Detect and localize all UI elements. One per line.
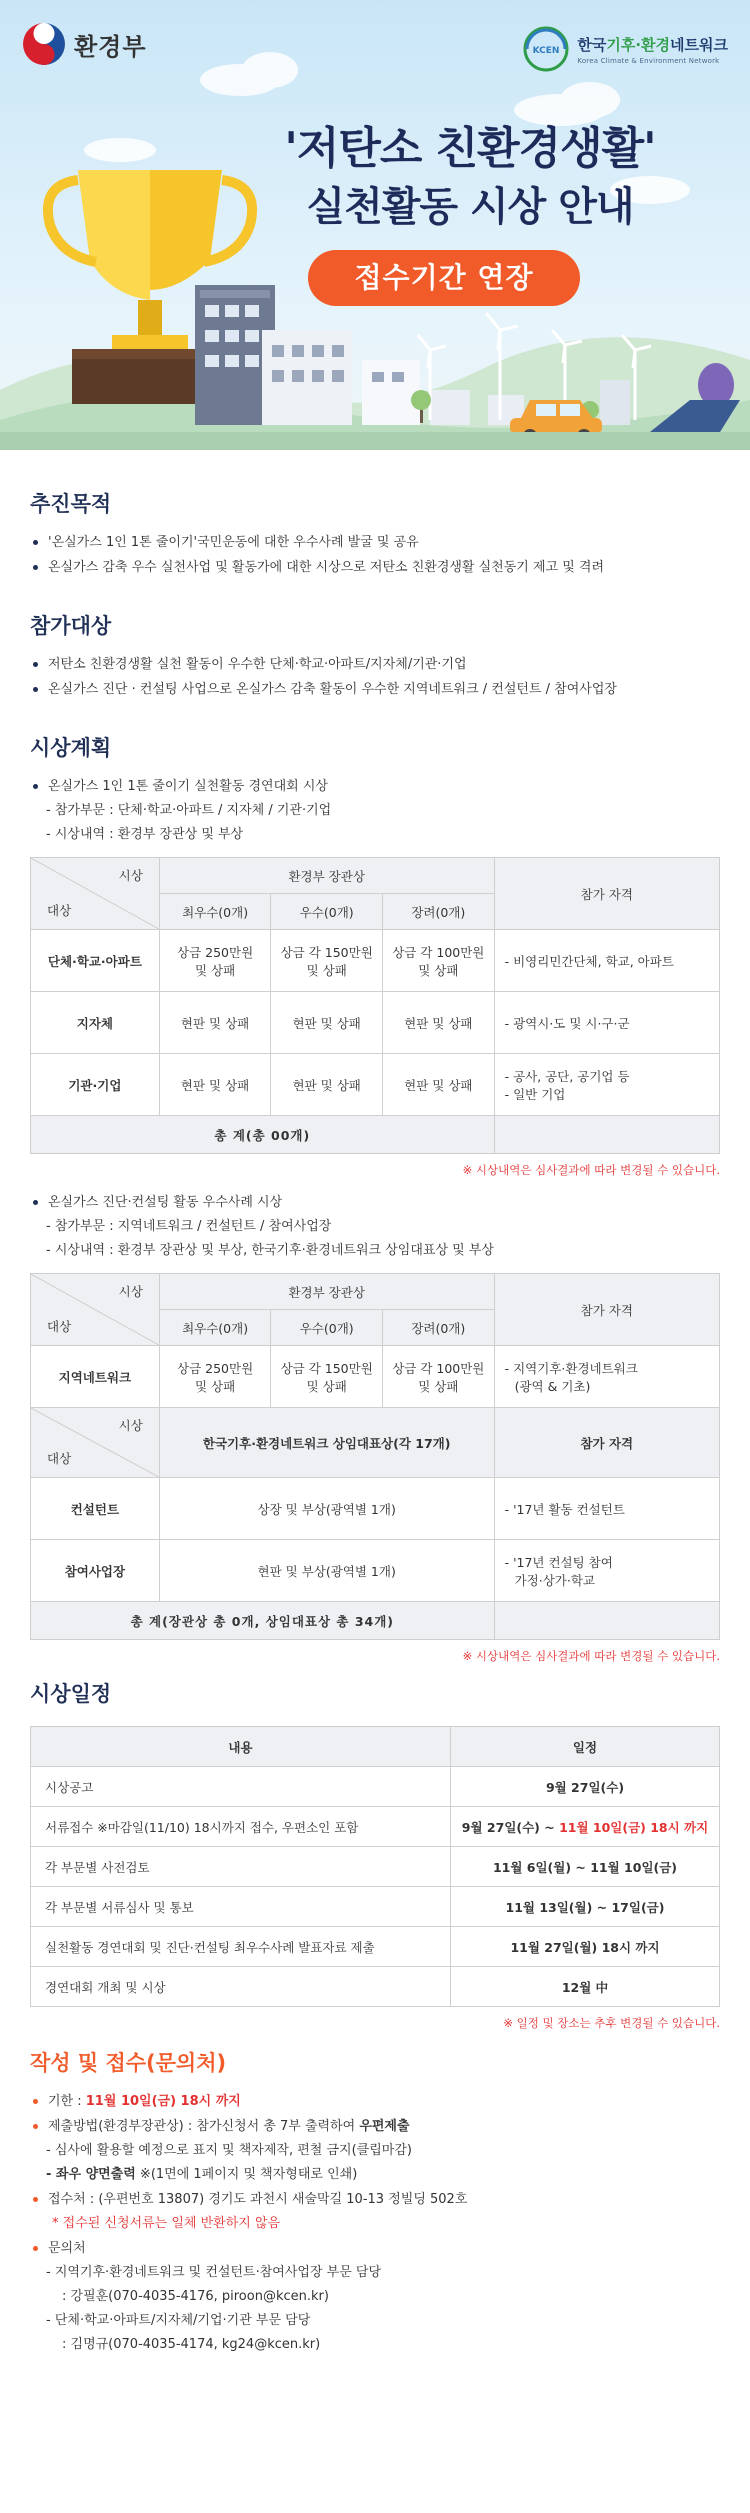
- submission-method-note1: - 심사에 활용할 예정으로 표지 및 책자제작, 편철 금지(클립마감): [46, 2143, 412, 2158]
- hero-banner: [0, 0, 750, 450]
- network-name-english: Korea Climate & Environment Network: [577, 56, 720, 65]
- header-qualification: 참가 자격: [494, 1274, 719, 1346]
- award-table-1: [30, 857, 720, 1154]
- header-qualification: 참가 자격: [494, 858, 719, 930]
- hero-title-line1: '저탄소 친환경생활': [284, 123, 656, 174]
- table-row: 경연대회 개최 및 시상 12월 中: [31, 1967, 720, 2007]
- table-corner-cell: 시상 대상: [31, 858, 160, 930]
- network-name: 한국기후·환경네트워크: [577, 35, 728, 54]
- contact-1: - 지역기후·환경네트워크 및 컨설턴트·참여사업장 부문 담당: [46, 2265, 382, 2280]
- schedule-table: [30, 1726, 720, 2007]
- table-row: 단체·학교·아파트 상금 250만원 및 상패 상금 각 150만원 및 상패 상금 각 100만원 및 상패 - 비영리민간단체, 학교, 아파트: [31, 930, 720, 992]
- header-date: 일정: [451, 1727, 720, 1767]
- table-row: 각 부문별 서류심사 및 통보 11월 13일(월) ~ 17일(금): [31, 1887, 720, 1927]
- contact-title: 문의처: [30, 2236, 720, 2261]
- header-content: 내용: [31, 1727, 451, 1767]
- table-row: 지역네트워크 상금 250만원 및 상패 상금 각 150만원 및 상패 상금 각 100만원 및 상패 - 지역기후·환경네트워크 (광역 & 기초): [31, 1346, 720, 1408]
- eligibility-item: 저탄소 친환경생활 실천 활동이 우수한 단체·학교·아파트/지자체/기관·기업: [30, 652, 720, 677]
- table-row: 컨설턴트 상장 및 부상(광역별 1개) - '17년 활동 컨설턴트: [31, 1478, 720, 1540]
- plan-part2-awards: - 시상내역 : 환경부 장관상 및 부상, 한국기후·환경네트워크 상임대표상 및 부상: [46, 1243, 494, 1258]
- taegeuk-icon: [22, 22, 66, 66]
- table-corner-cell: 시상 대상: [31, 1408, 160, 1478]
- ministry-logo: [22, 22, 147, 66]
- kcen-badge-text: KCEN: [532, 46, 560, 56]
- header-encouragement: 장려(0개): [383, 894, 495, 930]
- table-row: 시상공고 9월 27일(수): [31, 1767, 720, 1807]
- plan-part2-note: ※ 시상내역은 심사결과에 따라 변경될 수 있습니다.: [462, 1649, 720, 1663]
- submission-address-note: * 접수된 신청서류는 일체 반환하지 않음: [52, 2216, 281, 2231]
- header-ministry-award: 환경부 장관상: [159, 858, 494, 894]
- header-representative-award: 한국기후·환경네트워크 상임대표상(각 17개): [159, 1408, 494, 1478]
- section-title-eligibility: 참가대상: [30, 614, 112, 638]
- table-total-row: 총 계(총 00개): [31, 1116, 720, 1154]
- table-total-row: 총 계(장관상 총 0개, 상임대표상 총 34개): [31, 1602, 720, 1640]
- submission-address: 접수처 : (우편번호 13807) 경기도 과천시 새술막길 10-13 정빌딩 502호: [30, 2187, 720, 2212]
- table-row: 기관·기업 현판 및 상패 현판 및 상패 현판 및 상패 - 공사, 공단, 공기업 등 - 일반 기업: [31, 1054, 720, 1116]
- header-grand: 최우수(0개): [159, 894, 271, 930]
- plan-part1-awards: - 시상내역 : 환경부 장관상 및 부상: [46, 827, 244, 842]
- plan-part1-bullet: 온실가스 1인 1톤 줄이기 실천활동 경연대회 시상: [30, 774, 720, 799]
- table-row: 참여사업장 현판 및 부상(광역별 1개) - '17년 컨설팅 참여 가정·상가·학교: [31, 1540, 720, 1602]
- table-row: 각 부문별 사전검토 11월 6일(월) ~ 11월 10일(금): [31, 1847, 720, 1887]
- main-content: [0, 450, 750, 2357]
- section-title-purpose: 추진목적: [30, 492, 112, 516]
- section-title-submission: 작성 및 접수(문의처): [30, 2051, 227, 2075]
- ministry-name: 환경부: [74, 32, 147, 61]
- schedule-note: ※ 일정 및 장소는 추후 변경될 수 있습니다.: [503, 2016, 720, 2030]
- table-row: 지자체 현판 및 상패 현판 및 상패 현판 및 상패 - 광역시·도 및 시·구·군: [31, 992, 720, 1054]
- network-logo: [523, 26, 728, 72]
- submission-method: 제출방법(환경부장관상) : 참가신청서 총 7부 출력하여 우편제출: [30, 2114, 720, 2139]
- contact-1-person: : 강필훈(070-4035-4176, piroon@kcen.kr): [62, 2289, 329, 2304]
- plan-part1-note: ※ 시상내역은 심사결과에 따라 변경될 수 있습니다.: [462, 1163, 720, 1177]
- header-excellence: 우수(0개): [271, 894, 383, 930]
- submission-method-note2: - 좌우 양면출력 ※(1면에 1페이지 및 책자형태로 인쇄): [46, 2167, 358, 2182]
- purpose-item: 온실가스 감축 우수 실천사업 및 활동가에 대한 시상으로 저탄소 친환경생활 실천동기 제고 및 격려: [30, 555, 720, 580]
- section-title-plan: 시상계획: [30, 736, 112, 760]
- purpose-item: '온실가스 1인 1톤 줄이기'국민운동에 대한 우수사례 발굴 및 공유: [30, 530, 720, 555]
- table-corner-cell: 시상 대상: [31, 1274, 160, 1346]
- table-row: 실천활동 경연대회 및 진단·컨설팅 최우수사례 발표자료 제출 11월 27일(월) 18시 까지: [31, 1927, 720, 1967]
- plan-part2-bullet: 온실가스 진단·컨설팅 활동 우수사례 시상: [30, 1190, 720, 1215]
- submission-deadline: 기한 : 11월 10일(금) 18시 까지: [30, 2089, 720, 2114]
- header-ministry-award: 환경부 장관상: [159, 1274, 494, 1310]
- deadline-extended-badge: 접수기간 연장: [308, 250, 580, 306]
- section-title-schedule: 시상일정: [30, 1682, 112, 1706]
- eligibility-item: 온실가스 진단 · 컨설팅 사업으로 온실가스 감축 활동이 우수한 지역네트워크 / 컨설턴트 / 참여사업장: [30, 677, 720, 702]
- table-row: 서류접수 ※마감일(11/10) 18시까지 접수, 우편소인 포함 9월 27일(수) ~ 11월 10일(금) 18시 까지: [31, 1807, 720, 1847]
- hero-title-line2: 실천활동 시상 안내: [306, 184, 634, 230]
- award-table-2: 시상 대상 환경부 장관상 참가 자격 최우수(0개) 우수(0개) 장려(0개) 지역네트워크 상금 250만원 및 상패 상금 각 150만원 및 상패 상금 각 100만원 및 상패 - 지역기후·환경네트워크 (광역 & 기초) 시상 대상 한국기후·환경네트워크 상임대표상(각 17개) 참가 자격 컨설턴트 상장 및 부상(광역별 1개) - '17년 활동 컨설턴트 참여사업장 현판 및 부상(광역별 1개) - '17년 컨설팅 참여 가정·상가·학교 총 계(장관상 총 0개, 상임대표상 총 34개): [30, 1273, 720, 1640]
- contact-2: - 단체·학교·아파트/지자체/기업·기관 부문 담당: [46, 2313, 311, 2328]
- plan-part1-categories: - 참가부문 : 단체·학교·아파트 / 지자체 / 기관·기업: [46, 803, 332, 818]
- plan-part2-categories: - 참가부문 : 지역네트워크 / 컨설턴트 / 참여사업장: [46, 1219, 332, 1234]
- contact-2-person: : 김명규(070-4035-4174, kg24@kcen.kr): [62, 2337, 321, 2352]
- kcen-logo-icon: [523, 26, 569, 72]
